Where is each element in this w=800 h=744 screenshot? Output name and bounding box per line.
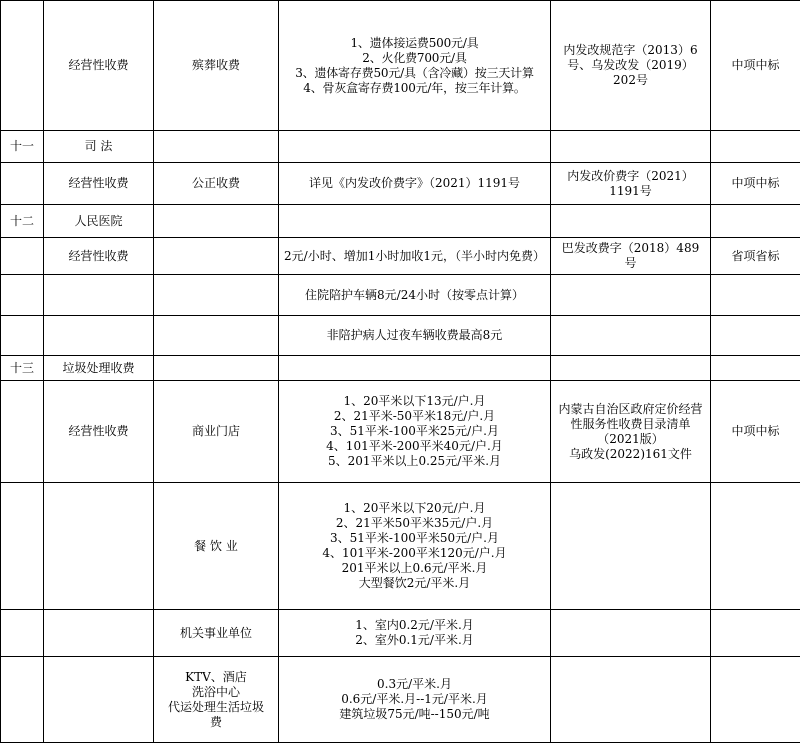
fee-basis: 巴发改费字（2018）489号 — [551, 238, 711, 275]
fee-level — [711, 610, 800, 657]
row-number — [1, 163, 44, 205]
fee-standard: 住院陪护车辆8元/24小时（按零点计算） — [279, 275, 551, 316]
row-number — [1, 657, 44, 743]
fee-standard: 1、遗体接运费500元/具 2、火化费700元/具 3、遗体寄存费50元/具（含冷藏）按三天计算 4、骨灰盒寄存费100元/年，按三年计算。 — [279, 1, 551, 131]
fee-item: 商业门店 — [154, 381, 279, 483]
table-row — [1, 381, 800, 483]
fee-level — [711, 275, 800, 316]
fee-level — [711, 205, 800, 238]
fee-category: 经营性收费 — [44, 163, 154, 205]
row-number — [1, 275, 44, 316]
fee-level: 中项中标 — [711, 1, 800, 131]
fee-standard — [279, 356, 551, 381]
fee-item — [154, 238, 279, 275]
section-number: 十三 — [1, 356, 44, 381]
fee-level — [711, 657, 800, 743]
table-row — [1, 238, 800, 275]
fee-category — [44, 610, 154, 657]
table-row — [1, 610, 800, 657]
table-row — [1, 483, 800, 610]
table-row — [1, 657, 800, 743]
fee-item: KTV、酒店 洗浴中心 代运处理生活垃圾费 — [154, 657, 279, 743]
fee-basis — [551, 205, 711, 238]
fee-level — [711, 316, 800, 356]
fee-item — [154, 205, 279, 238]
section-title: 人民医院 — [44, 205, 154, 238]
row-number — [1, 1, 44, 131]
fee-standard: 2元/小时、增加1小时加收1元，（半小时内免费） — [279, 238, 551, 275]
fee-item — [154, 316, 279, 356]
fee-basis — [551, 483, 711, 610]
fee-standard: 0.3元/平米.月 0.6元/平米.月--1元/平米.月 建筑垃圾75元/吨--150元/吨 — [279, 657, 551, 743]
fee-level: 省项省标 — [711, 238, 800, 275]
section-title: 司 法 — [44, 131, 154, 163]
fee-standard — [279, 131, 551, 163]
fee-standard: 1、20平米以下20元/户.月 2、21平米50平米35元/户.月 3、51平米-100平米50元/户.月 4、101平米-200平米120元/户.月 201平米以上0.6元/平米.月 大型餐饮2元/平米.月 — [279, 483, 551, 610]
section-title: 垃圾处理收费 — [44, 356, 154, 381]
row-number — [1, 381, 44, 483]
fee-level: 中项中标 — [711, 163, 800, 205]
table-row — [1, 163, 800, 205]
fee-basis — [551, 610, 711, 657]
fee-standard: 1、20平米以下13元/户.月 2、21平米-50平米18元/户.月 3、51平米-100平米25元/户.月 4、101平米-200平米40元/户.月 5、201平米以上0.25元/平米.月 — [279, 381, 551, 483]
fee-item: 餐 饮 业 — [154, 483, 279, 610]
fee-basis — [551, 131, 711, 163]
fee-standard: 详见《内发改价费字》（2021）1191号 — [279, 163, 551, 205]
fee-item: 公正收费 — [154, 163, 279, 205]
row-number — [1, 238, 44, 275]
fee-category: 经营性收费 — [44, 381, 154, 483]
fee-category — [44, 483, 154, 610]
fee-level — [711, 483, 800, 610]
fee-standard: 非陪护病人过夜车辆收费最高8元 — [279, 316, 551, 356]
fee-category — [44, 657, 154, 743]
section-number: 十二 — [1, 205, 44, 238]
fee-level — [711, 131, 800, 163]
fee-basis — [551, 316, 711, 356]
fee-level: 中项中标 — [711, 381, 800, 483]
fee-category — [44, 316, 154, 356]
table-row — [1, 1, 800, 131]
fee-basis — [551, 275, 711, 316]
row-number — [1, 316, 44, 356]
fee-standard: 1、室内0.2元/平米.月 2、室外0.1元/平米.月 — [279, 610, 551, 657]
table-row — [1, 316, 800, 356]
row-number — [1, 483, 44, 610]
table-row — [1, 205, 800, 238]
table-row — [1, 356, 800, 381]
fee-basis — [551, 657, 711, 743]
section-number: 十一 — [1, 131, 44, 163]
fee-category: 经营性收费 — [44, 238, 154, 275]
fee-item: 机关事业单位 — [154, 610, 279, 657]
fee-standard — [279, 205, 551, 238]
fee-basis — [551, 356, 711, 381]
row-number — [1, 610, 44, 657]
table-row — [1, 131, 800, 163]
fee-basis: 内发改价费字（2021）1191号 — [551, 163, 711, 205]
fee-basis: 内蒙古自治区政府定价经营性服务性收费目录清单（2021版） 乌政发(2022)161文件 — [551, 381, 711, 483]
table-row — [1, 275, 800, 316]
fee-item — [154, 131, 279, 163]
fee-item: 殡葬收费 — [154, 1, 279, 131]
fee-basis: 内发改规范字（2013）6号、乌发改发（2019）202号 — [551, 1, 711, 131]
fee-category — [44, 275, 154, 316]
fee-level — [711, 356, 800, 381]
fee-category: 经营性收费 — [44, 1, 154, 131]
fee-item — [154, 275, 279, 316]
fee-item — [154, 356, 279, 381]
